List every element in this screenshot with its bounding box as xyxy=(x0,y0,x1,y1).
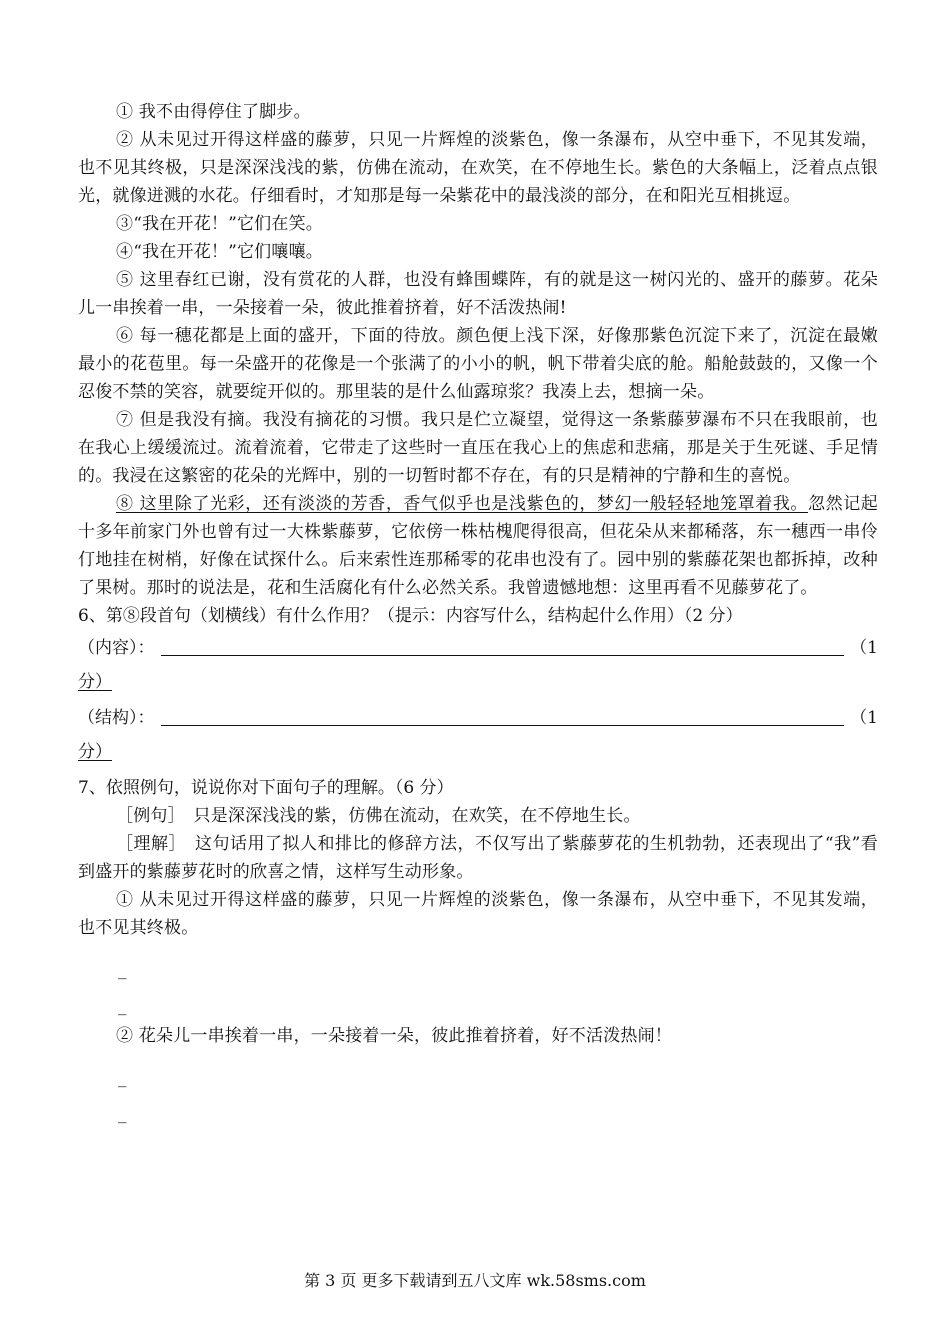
q6-content-answer-line[interactable] xyxy=(161,654,845,656)
paragraph-8-rest: 忽然记起十多年前家门外也曾有过一大株紫藤萝，它依傍一株枯槐爬得很高，但花朵从来都稀落，东一穗西一串伶仃地挂在树梢，好像在试探什么。后来索性连那稀零的花串也没有了。园中别的紫藤花架也都拆掉，改种了果树。那时的说法是，花和生活腐化有什么必然关系。我曾遗憾地想：这里再看不见藤萝花了。 xyxy=(78,494,878,598)
q6-content-answer-row xyxy=(78,634,878,662)
q6-structure-score-close: 分） xyxy=(78,742,112,762)
q6-content-label: （内容）： xyxy=(78,638,155,658)
q6-structure-score-open: （1 xyxy=(850,708,878,728)
q7-s2-answer-blank-1[interactable]: _ xyxy=(118,1068,127,1088)
q6-content-score-close: 分） xyxy=(78,672,112,692)
paragraph-8-first-sentence: ⑧ 这里除了光彩，还有淡淡的芳香，香气似乎也是浅紫色的，梦幻一般轻轻地笼罩着我。 xyxy=(116,494,809,514)
q7-s2-answer-blank-2[interactable]: _ xyxy=(118,1104,127,1124)
paragraph-2: ② 从未见过开得这样盛的藤萝，只见一片辉煌的淡紫色，像一条瀑布，从空中垂下，不见其发端，也不见其终极，只是深深浅浅的紫，仿佛在流动，在欢笑，在不停地生长。紫色的大条幅上，泛着点点银光，就像迸溅的水花。仔细看时，才知那是每一朵紫花中的最浅淡的部分，在和阳光互相挑逗。 xyxy=(78,130,878,206)
q6-structure-label: （结构）： xyxy=(78,708,155,728)
q7-sentence-2: ② 花朵儿一串挨着一串，一朵接着一朵，彼此推着挤着，好不活泼热闹！ xyxy=(116,1026,673,1046)
question-6: 6、第⑧段首句（划横线）有什么作用？（提示：内容写什么，结构起什么作用）（2 分） xyxy=(78,606,743,626)
document-page xyxy=(78,98,878,1136)
page-footer: 第 3 页 更多下载请到五八文库 wk.58sms.com xyxy=(304,1271,646,1290)
paragraph-7: ⑦ 但是我没有摘。我没有摘花的习惯。我只是伫立凝望，觉得这一条紫藤萝瀑布不只在我眼前，也在我心上缓缓流过。流着流着，它带走了这些时一直压在我心上的焦虑和悲痛，那是关于生死谜、手足情的。我浸在这繁密的花朵的光辉中，别的一切暂时都不存在，有的只是精神的宁静和生的喜悦。 xyxy=(78,410,878,486)
q7-understanding: ［理解］ 这句话用了拟人和排比的修辞方法，不仅写出了紫藤萝花的生机勃勃，还表现出了“我”看到盛开的紫藤萝花时的欣喜之情，这样写生动形象。 xyxy=(78,834,878,882)
question-7: 7、依照例句，说说你对下面句子的理解。（6 分） xyxy=(78,778,454,798)
q6-structure-answer-row xyxy=(78,704,878,732)
paragraph-4: ④“我在开花！”它们嚷嚷。 xyxy=(116,242,323,262)
q6-content-score-open: （1 xyxy=(850,638,878,658)
q7-example: ［例句］ 只是深深浅浅的紫，仿佛在流动，在欢笑，在不停地生长。 xyxy=(116,806,641,826)
paragraph-5: ⑤ 这里春红已谢，没有赏花的人群，也没有蜂围蝶阵，有的就是这一树闪光的、盛开的藤萝。花朵儿一串挨着一串，一朵接着一朵，彼此推着挤着，好不活泼热闹! xyxy=(78,270,878,318)
paragraph-3: ③“我在开花！”它们在笑。 xyxy=(116,214,323,234)
q7-sentence-1: ① 从未见过开得这样盛的藤萝，只见一片辉煌的淡紫色，像一条瀑布，从空中垂下，不见其发端，也不见其终极。 xyxy=(78,890,878,938)
q7-s1-answer-blank-2[interactable]: _ xyxy=(118,996,127,1016)
paragraph-8 xyxy=(78,490,878,602)
q6-structure-answer-line[interactable] xyxy=(161,724,845,726)
paragraph-1: ① 我不由得停住了脚步。 xyxy=(116,102,311,122)
paragraph-6: ⑥ 每一穗花都是上面的盛开，下面的待放。颜色便上浅下深，好像那紫色沉淀下来了，沉淀在最嫩最小的花苞里。每一朵盛开的花像是一个张满了的小小的帆，帆下带着尖底的舱。船舱鼓鼓的，又像一个忍俊不禁的笑容，就要绽开似的。那里装的是什么仙露琼浆？我凑上去，想摘一朵。 xyxy=(78,326,878,402)
q7-s1-answer-blank-1[interactable]: _ xyxy=(118,960,127,980)
